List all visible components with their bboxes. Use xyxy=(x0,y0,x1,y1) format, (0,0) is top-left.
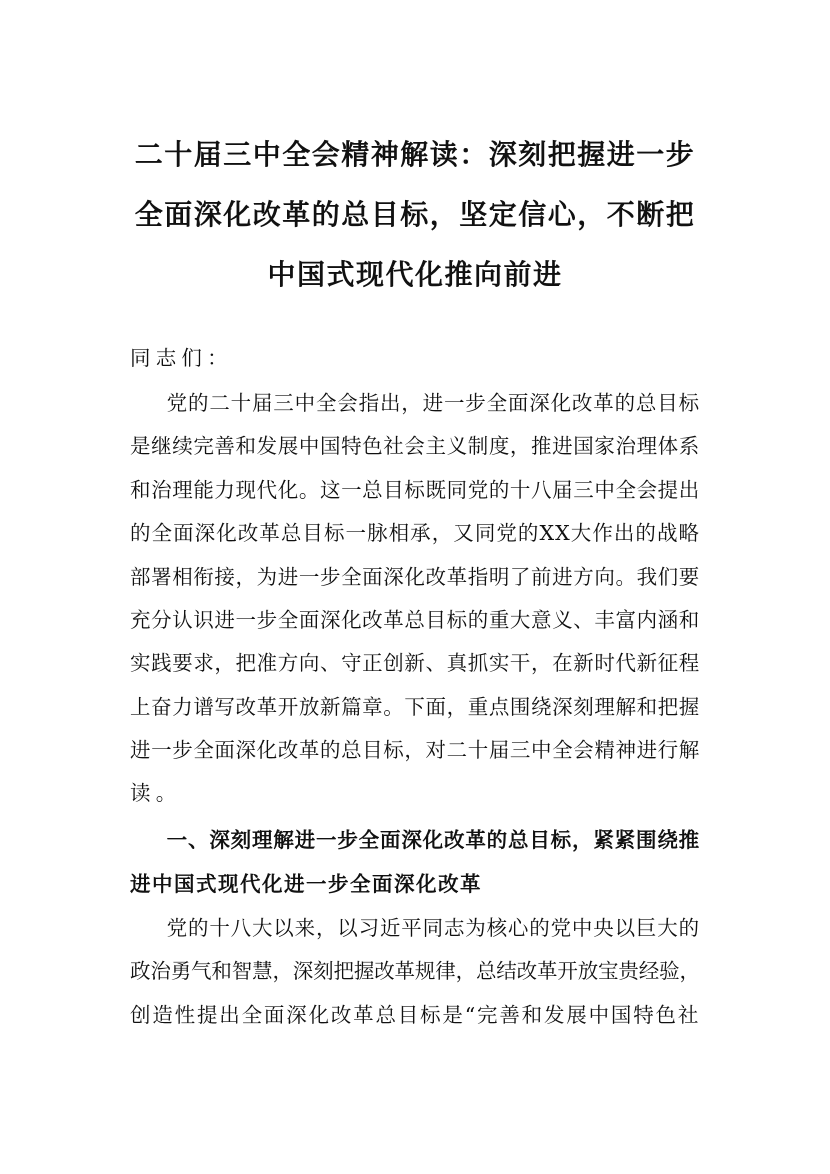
paragraph-line: 党的二十届三中全会指出，进一步全面深化改革的总目标 xyxy=(124,391,700,415)
paragraph-line: 进一步全面深化改革的总目标，对二十届三中全会精神进行解 xyxy=(130,738,700,762)
paragraph-line: 上奋力谱写改革开放新篇章。下面，重点围绕深刻理解和把握 xyxy=(130,695,700,719)
paragraph-line: 党的十八大以来，以习近平同志为核心的党中央以巨大的 xyxy=(124,916,700,940)
paragraph-line: 充分认识进一步全面深化改革总目标的重大意义、丰富内涵和 xyxy=(130,608,700,632)
paragraph-line: 和治理能力现代化。这一总目标既同党的十八届三中全会提出 xyxy=(130,478,700,502)
salutation: 同志们： xyxy=(130,346,233,370)
title-line-1: 二十届三中全会精神解读：深刻把握进一步 xyxy=(134,138,696,171)
paragraph-line: 部署相衔接，为进一步全面深化改革指明了前进方向。我们要 xyxy=(130,565,700,589)
section-heading-line: 进中国式现代化进一步全面深化改革 xyxy=(130,872,482,896)
paragraph-line: 政治勇气和智慧，深刻把握改革规律，总结改革开放宝贵经验， xyxy=(130,959,700,983)
paragraph-line: 的全面深化改革总目标一脉相承，又同党的XX大作出的战略 xyxy=(130,521,701,545)
paragraph-line: 是继续完善和发展中国特色社会主义制度，推进国家治理体系 xyxy=(130,434,700,458)
title-line-3: 中国式现代化推向前进 xyxy=(267,258,563,291)
title-line-2: 全面深化改革的总目标，坚定信心，不断把 xyxy=(134,198,696,231)
paragraph-line: 创造性提出全面深化改革总目标是“完善和发展中国特色社 xyxy=(130,1003,701,1027)
section-heading-line: 一、深刻理解进一步全面深化改革的总目标，紧紧围绕推 xyxy=(124,828,700,852)
paragraph-line: 实践要求，把准方向、守正创新、真抓实干，在新时代新征程 xyxy=(130,651,700,675)
paragraph-line: 读。 xyxy=(130,781,182,805)
